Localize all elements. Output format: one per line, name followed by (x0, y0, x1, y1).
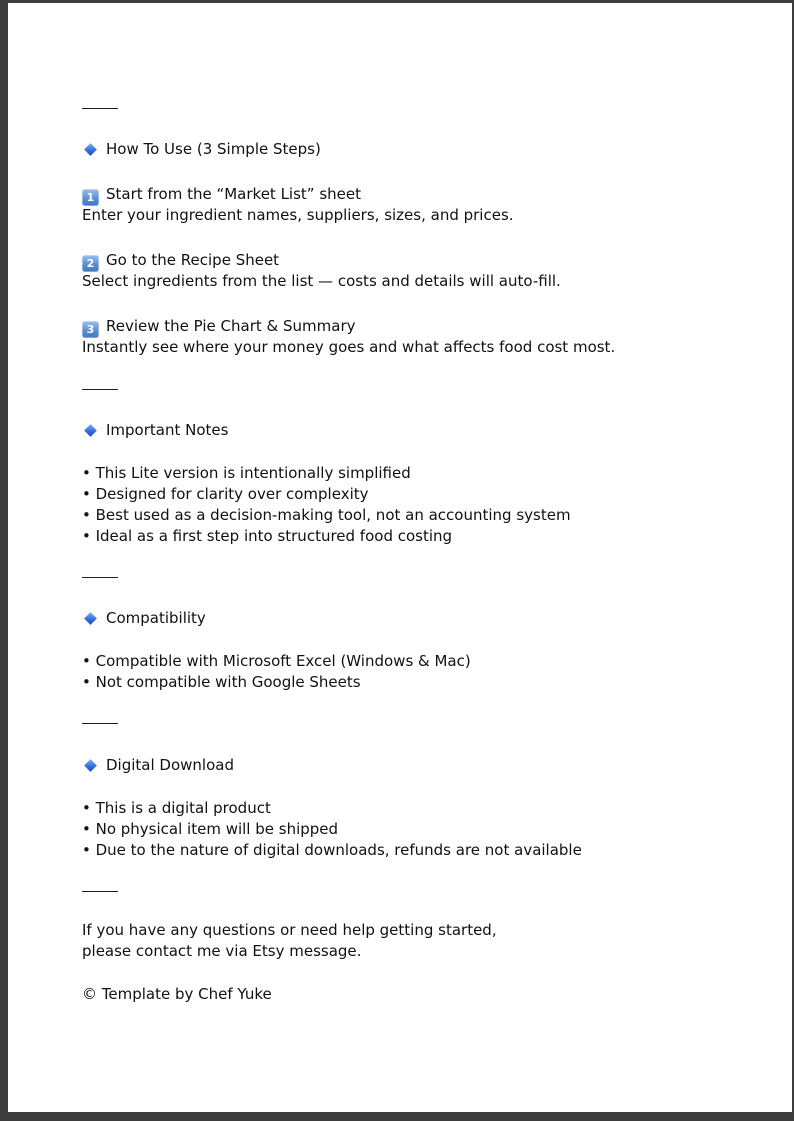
divider (82, 108, 118, 109)
section-heading-compat (82, 608, 206, 629)
blue-diamond-icon (84, 759, 97, 772)
section-heading-text: Digital Download (106, 756, 234, 774)
step-title-text: Start from the “Market List” sheet (106, 185, 361, 203)
blue-diamond-icon (84, 143, 97, 156)
list-item: • Designed for clarity over complexity (82, 485, 369, 503)
section-heading-how-to (82, 139, 321, 160)
step-3-detail: Instantly see where your money goes and what affects food cost most. (82, 338, 616, 356)
document-page (8, 3, 792, 1112)
section-heading-text: Compatibility (106, 609, 206, 627)
step-title-text: Go to the Recipe Sheet (106, 251, 280, 269)
copyright: © Template by Chef Yuke (82, 985, 272, 1003)
step-title-text: Review the Pie Chart & Summary (106, 317, 356, 335)
list-item: • Due to the nature of digital downloads, refunds are not available (82, 841, 582, 859)
list-item: • Best used as a decision-making tool, not an accounting system (82, 506, 571, 524)
keycap-number-icon: 1 (82, 189, 99, 206)
divider (82, 577, 118, 578)
section-heading-notes (82, 420, 228, 441)
step-1-detail: Enter your ingredient names, suppliers, sizes, and prices. (82, 206, 514, 224)
contact-line: If you have any questions or need help getting started, (82, 921, 497, 939)
list-item: • This is a digital product (82, 799, 271, 817)
section-heading-download (82, 755, 234, 776)
contact-line: please contact me via Etsy message. (82, 942, 362, 960)
section-heading-text: How To Use (3 Simple Steps) (106, 140, 321, 158)
blue-diamond-icon (84, 424, 97, 437)
section-heading-text: Important Notes (106, 421, 229, 439)
divider (82, 723, 118, 724)
keycap-number-icon: 3 (82, 321, 99, 338)
divider (82, 891, 118, 892)
list-item: • This Lite version is intentionally simplified (82, 464, 411, 482)
list-item: • Compatible with Microsoft Excel (Windows & Mac) (82, 652, 471, 670)
step-2-title (82, 250, 279, 272)
list-item: • Not compatible with Google Sheets (82, 673, 361, 691)
step-2-detail: Select ingredients from the list — costs and details will auto-fill. (82, 272, 561, 290)
blue-diamond-icon (84, 612, 97, 625)
divider (82, 389, 118, 390)
list-item: • No physical item will be shipped (82, 820, 339, 838)
list-item: • Ideal as a first step into structured food costing (82, 527, 453, 545)
step-3-title (82, 316, 356, 338)
keycap-number-icon: 2 (82, 255, 99, 272)
step-1-title (82, 184, 361, 206)
